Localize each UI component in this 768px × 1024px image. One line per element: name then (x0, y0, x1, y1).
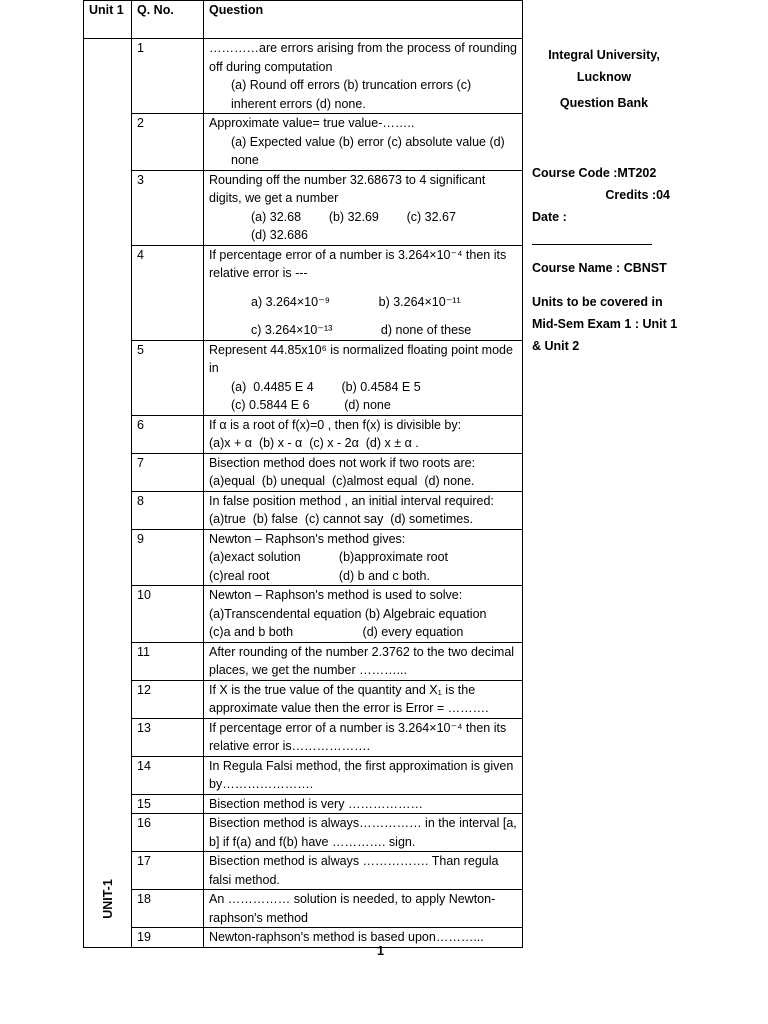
question-text (204, 642, 523, 680)
table-header-row (84, 1, 523, 39)
question-options: c) 3.264×10⁻¹³ d) none of these (251, 323, 472, 337)
university-name: Integral University, Lucknow (548, 48, 660, 84)
question-options: (a)true (b) false (c) cannot say (d) sometimes. (209, 512, 473, 526)
question-number: 2 (132, 114, 204, 171)
question-text (204, 680, 523, 718)
question-number: 7 (132, 453, 204, 491)
question-text (204, 529, 523, 586)
question-number: 1 (132, 39, 204, 114)
question-number: 6 (132, 415, 204, 453)
question-stem: Rounding off the number 32.68673 to 4 significant digits, we get a number (209, 172, 486, 205)
question-text (204, 114, 523, 171)
table-row (84, 453, 523, 491)
question-options: (a) Round off errors (b) truncation errors (c) inherent errors (d) none. (231, 78, 472, 111)
question-stem: Bisection method is always…………… in the interval [a, b] if f(a) and f(b) have …………. sign. (209, 816, 517, 849)
question-text (204, 928, 523, 948)
question-stem: Newton – Raphson's method is used to solve: (209, 588, 463, 602)
question-stem: Approximate value= true value-…….. (209, 116, 415, 130)
table-row (84, 415, 523, 453)
question-number: 15 (132, 794, 204, 814)
table-row (84, 928, 523, 948)
question-options: (d) 32.686 (251, 228, 308, 242)
question-text (204, 586, 523, 643)
question-stem: If α is a root of f(x)=0 , then f(x) is divisible by: (209, 417, 462, 432)
header-question: Question (204, 1, 523, 39)
question-text (204, 852, 523, 890)
question-number: 11 (132, 642, 204, 680)
date-line (532, 228, 652, 245)
question-stem: After rounding of the number 2.3762 to the two decimal places, we get the number ………... (209, 644, 515, 677)
question-number: 9 (132, 529, 204, 586)
question-number: 17 (132, 852, 204, 890)
table-row (84, 814, 523, 852)
date-label: Date : (532, 210, 567, 224)
question-stem: …………are errors arising from the process of rounding off during computation (209, 41, 517, 74)
question-text (204, 756, 523, 794)
table-row (84, 852, 523, 890)
course-info-panel (532, 44, 682, 357)
question-options: (a)Transcendental equation (b) Algebraic equation (209, 606, 487, 621)
table-row (84, 642, 523, 680)
question-number: 18 (132, 890, 204, 928)
question-text (204, 453, 523, 491)
table-row (84, 756, 523, 794)
unit-label: UNIT-1 (100, 879, 115, 919)
question-stem: Bisection method is always ……………. Than regula falsi method. (209, 854, 499, 887)
question-number: 13 (132, 718, 204, 756)
question-stem: Bisection method does not work if two roots are: (209, 455, 476, 470)
question-text (204, 415, 523, 453)
question-number: 19 (132, 928, 204, 948)
header-qno: Q. No. (132, 1, 204, 39)
header-unit: Unit 1 (84, 1, 132, 39)
question-number: 3 (132, 170, 204, 245)
question-text (204, 245, 523, 340)
question-stem: If percentage error of a number is 3.264×10⁻⁴ then its relative error is --- (209, 247, 507, 280)
question-stem: In Regula Falsi method, the first approximation is given by…………………. (209, 758, 514, 791)
question-text (204, 39, 523, 114)
question-options: (a)x + α (b) x - α (c) x - 2α (d) x ± α . (209, 436, 419, 450)
table-row (84, 718, 523, 756)
question-stem: Bisection method is very ……………… (209, 796, 423, 811)
units-covered: Units to be covered in Mid-Sem Exam 1 : Unit 1 & Unit 2 (532, 295, 678, 353)
question-stem: In false position method , an initial interval required: (209, 493, 494, 508)
question-number: 8 (132, 491, 204, 529)
question-options: (a) 0.4485 E 4 (b) 0.4584 E 5 (231, 379, 421, 394)
unit-cell (84, 39, 132, 948)
table-row (84, 170, 523, 245)
table-row (84, 794, 523, 814)
table-row (84, 340, 523, 415)
question-options: (c)real root (d) b and c both. (209, 568, 430, 583)
question-number: 12 (132, 680, 204, 718)
question-table (83, 0, 523, 948)
table-row (84, 586, 523, 643)
page-number: 1 (377, 944, 384, 958)
course-code: Course Code :MT202 (532, 166, 657, 180)
question-options: (a) Expected value (b) error (c) absolute value (d) none (231, 134, 505, 167)
question-stem: Represent 44.85x10⁶ is normalized floating point mode in (209, 342, 513, 375)
table-row (84, 529, 523, 586)
table-row (84, 890, 523, 928)
question-options: a) 3.264×10⁻⁹ b) 3.264×10⁻¹¹ (251, 294, 461, 309)
question-text (204, 718, 523, 756)
question-number: 14 (132, 756, 204, 794)
table-row (84, 491, 523, 529)
question-text (204, 890, 523, 928)
question-options: (c) 0.5844 E 6 (d) none (231, 398, 391, 412)
question-text (204, 491, 523, 529)
question-text (204, 794, 523, 814)
table-row (84, 114, 523, 171)
question-text (204, 340, 523, 415)
question-options: (c)a and b both (d) every equation (209, 625, 464, 639)
question-text (204, 170, 523, 245)
question-number: 5 (132, 340, 204, 415)
question-number: 10 (132, 586, 204, 643)
question-bank-title: Question Bank (559, 96, 649, 110)
course-name: Course Name : CBNST (532, 261, 667, 275)
question-text (204, 814, 523, 852)
question-stem: Newton-raphson's method is based upon………... (209, 930, 484, 944)
question-options: (a)exact solution (b)approximate root (209, 550, 448, 564)
table-row (84, 39, 523, 114)
credits: Credits :04 (605, 188, 670, 202)
question-options: (a) 32.68 (b) 32.69 (c) 32.67 (251, 209, 456, 224)
question-number: 16 (132, 814, 204, 852)
question-number: 4 (132, 245, 204, 340)
table-row (84, 245, 523, 340)
question-stem: If X is the true value of the quantity and X₁ is the approximate value then the error is Error = ………. (209, 682, 489, 715)
question-stem: Newton – Raphson's method gives: (209, 531, 406, 546)
question-stem: An …………… solution is needed, to apply Newton-raphson's method (209, 892, 496, 925)
question-options: (a)equal (b) unequal (c)almost equal (d) none. (209, 474, 475, 488)
table-row (84, 680, 523, 718)
question-stem: If percentage error of a number is 3.264×10⁻⁴ then its relative error is………………. (209, 720, 507, 753)
